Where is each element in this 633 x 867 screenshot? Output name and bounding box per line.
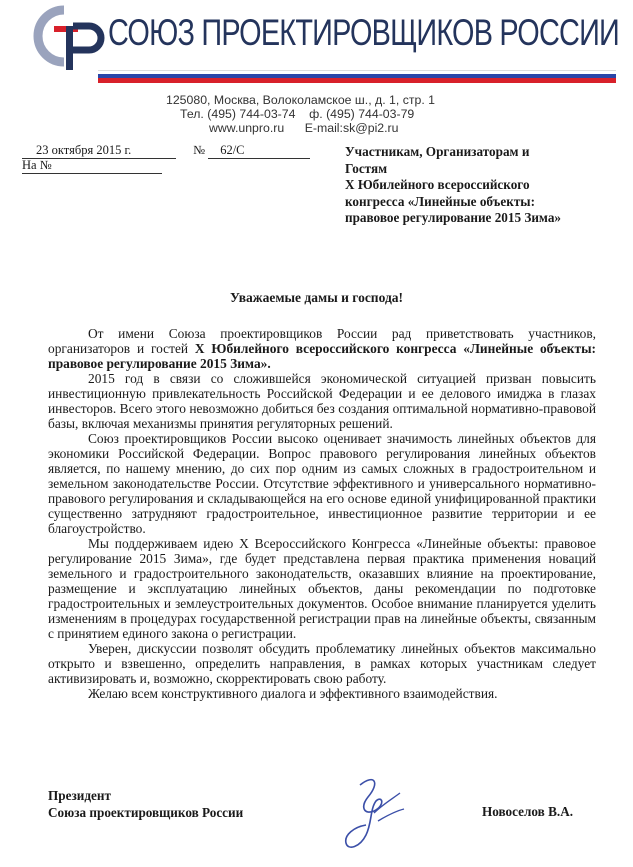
- paragraph: [48, 326, 596, 371]
- addressee-line: правовое регулирование 2015 Зима»: [345, 210, 562, 225]
- address: 125080, Москва, Волоколамское ш., д. 1, стр. 1: [166, 93, 436, 107]
- letter-number: 62/С: [208, 143, 310, 159]
- addressee-line: Гостям: [345, 160, 388, 176]
- website-link[interactable]: www.unpro.ru: [209, 121, 285, 135]
- addressee-line: Участникам, Организаторам и: [345, 144, 530, 159]
- paragraph: Желаю всем конструктивного диалога и эффективного взаимодействия.: [88, 686, 498, 701]
- letter-body: [48, 326, 596, 701]
- addressee-line: X Юбилейного всероссийского: [345, 177, 530, 192]
- org-logo-icon: [26, 4, 110, 74]
- reference-number-label: На №: [22, 158, 162, 174]
- contact-block: [130, 93, 510, 135]
- paragraph: Мы поддерживаем идею X Всероссийского Конгресса «Линейные объекты: правовое регулирование 2015 Зима», где будет представлена первая практика применения новаций земельного и градостроительного законодательств, оказавших влияние на проектирование, размещение и эксплуатацию линейных объектов, даны рекомендации по подготовке градостроительных и землеустроительных документов. Особое внимание планируется уделить изменениям в процедурах государственной регистрации прав на линейные объекты, связанным с принятием единого закона о регистрации.: [48, 536, 596, 641]
- number-label: №: [193, 143, 206, 157]
- paragraph-text: От имени Союза проектировщиков России рад приветствовать участников, организаторов и гостей: [48, 326, 596, 356]
- paragraph: Уверен, дискуссии позволят обсудить проблематику линейных объектов максимально открыто и взвешенно, определить направления, в рамках которых участникам следует активизировать и, возможно, скорректировать свою работу.: [48, 641, 596, 686]
- phone: Тел. (495) 744-03-74: [180, 107, 296, 121]
- paragraph: Союз проектировщиков России высоко оценивает значимость линейных объектов для экономики Российской Федерации. Вопрос правового регулирования линейных объектов является, по нашему мнению, до сих пор одним из самых сложных в градостроительном и земельном законодательстве России. Отсутствие эффективного и универсального нормативно-правового регулирования и складывающейся на его основе единой унифицированной практики существенно затрудняют градостроительное, инвестиционное развитие территории и ее благоустройство.: [48, 431, 596, 536]
- addressee-line: конгресса «Линейные объекты:: [345, 193, 535, 209]
- signatory-title: [48, 787, 243, 821]
- web-email-line: [130, 121, 510, 135]
- fax: ф. (495) 744-03-79: [309, 107, 415, 121]
- greeting: Уважаемые дамы и господа!: [229, 290, 404, 305]
- signatory-position: Президент: [48, 788, 111, 803]
- signatory-name: Новоселов В.А.: [482, 804, 574, 819]
- handwritten-signature: [330, 765, 420, 857]
- email-link[interactable]: E-mail:sk@pi2.ru: [304, 121, 399, 135]
- addressee: [345, 144, 615, 227]
- org-name: СОЮЗ ПРОЕКТИРОВЩИКОВ РОССИИ: [108, 12, 619, 53]
- paragraph: 2015 год в связи со сложившейся экономической ситуацией призван повысить инвестиционную привлекательность Российской Федерации и ее делового имиджа в глазах инвесторов. Всего этого невозможно добиться без создания оптимальной нормативно-правовой базы, включая механизмы принятия регуляторных решений.: [48, 371, 596, 431]
- signatory-organization: Союза проектировщиков России: [48, 805, 244, 820]
- letter-date: 23 октября 2015 г.: [22, 143, 176, 159]
- congress-title: X Юбилейного всероссийского конгресса «Линейные объекты: правовое регулирование 2015 Зима».: [48, 341, 596, 371]
- date-number-line: [22, 143, 310, 159]
- phone-fax-line: [130, 107, 510, 121]
- letterhead-stripe: [98, 70, 616, 82]
